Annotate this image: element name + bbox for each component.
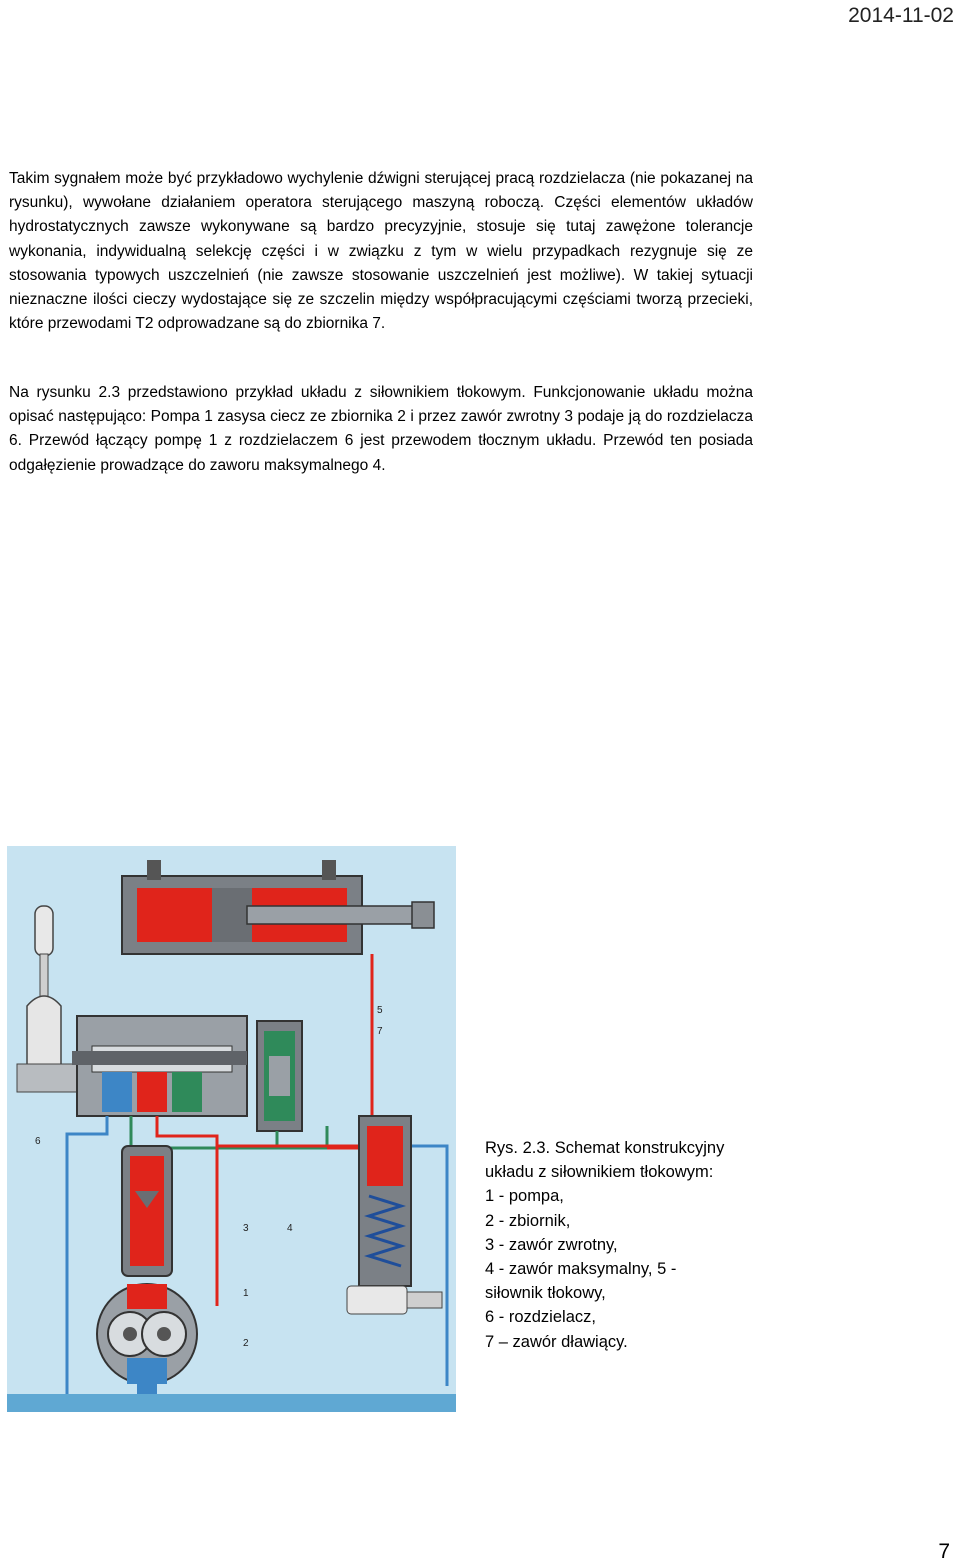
caption-line: 7 – zawór dławiący. (485, 1332, 628, 1351)
label-7: 7 (377, 1026, 383, 1037)
paragraph-2: Na rysunku 2.3 przedstawiono przykład układu z siłownikiem tłokowym. Funkcjonowanie układu można opisać następująco: Pompa 1 zasysa ciecz ze zbiornika 2 i przez zawór zwrotny 3 podaje ją do rozdzielacza 6. Przewód łączący pompę 1 z rozdzielaczem 6 jest przewodem tłocznym układu. Przewód ten posiada odgałęzienie prowadzące do zaworu maksymalnego 4. (9, 384, 753, 474)
hydraulic-system-figure (7, 846, 456, 1412)
label-2: 2 (243, 1338, 249, 1349)
paragraph-1: Takim sygnałem może być przykładowo wychylenie dźwigni sterującej pracą rozdzielacza (nie pokazanej na rysunku), wywołane działaniem operatora sterującego maszyną roboczą. Części elementów układów hydrostatycznych zawsze wykonywane są bardzo precyzyjnie, stosuje się tutaj zawężone tolerancje wykonania, indywidualną selekcję części i w związku z tym w wielu przypadkach rezygnuje się ze stosowania typowych uszczelnień (nie zawsze stosowanie uszczelnień jest możliwe). W takiej sytuacji nieznaczne ilości cieczy wydostające się ze szczelin między współpracującymi częściami tworzą przecieki, które przewodami T2 odprowadzane są do zbiornika 7. (9, 170, 753, 333)
label-5: 5 (377, 1005, 383, 1016)
caption-line: Rys. 2.3. Schemat konstrukcyjny (485, 1139, 725, 1157)
label-6: 6 (35, 1136, 41, 1147)
caption-line: siłownik tłokowy, (485, 1284, 606, 1303)
caption-line: 1 - pompa, (485, 1187, 564, 1206)
directional-valve (72, 1016, 247, 1116)
tank (7, 1394, 456, 1412)
caption-line: układu z siłownikiem tłokowym: (485, 1163, 714, 1182)
caption-line: 3 - zawór zwrotny, (485, 1235, 618, 1254)
check-valve (122, 1146, 172, 1276)
caption-line: 6 - rozdzielacz, (485, 1308, 596, 1327)
label-4: 4 (287, 1223, 293, 1234)
caption-line: 2 - zbiornik, (485, 1211, 571, 1230)
header-date: 2014-11-02 (848, 4, 954, 27)
figure-caption (485, 1136, 775, 1354)
label-3: 3 (243, 1223, 249, 1234)
caption-line: 4 - zawór maksymalny, 5 - (485, 1260, 677, 1279)
page-number: 7 (938, 1540, 950, 1563)
label-1: 1 (243, 1288, 249, 1299)
throttle-valve (257, 1021, 302, 1131)
